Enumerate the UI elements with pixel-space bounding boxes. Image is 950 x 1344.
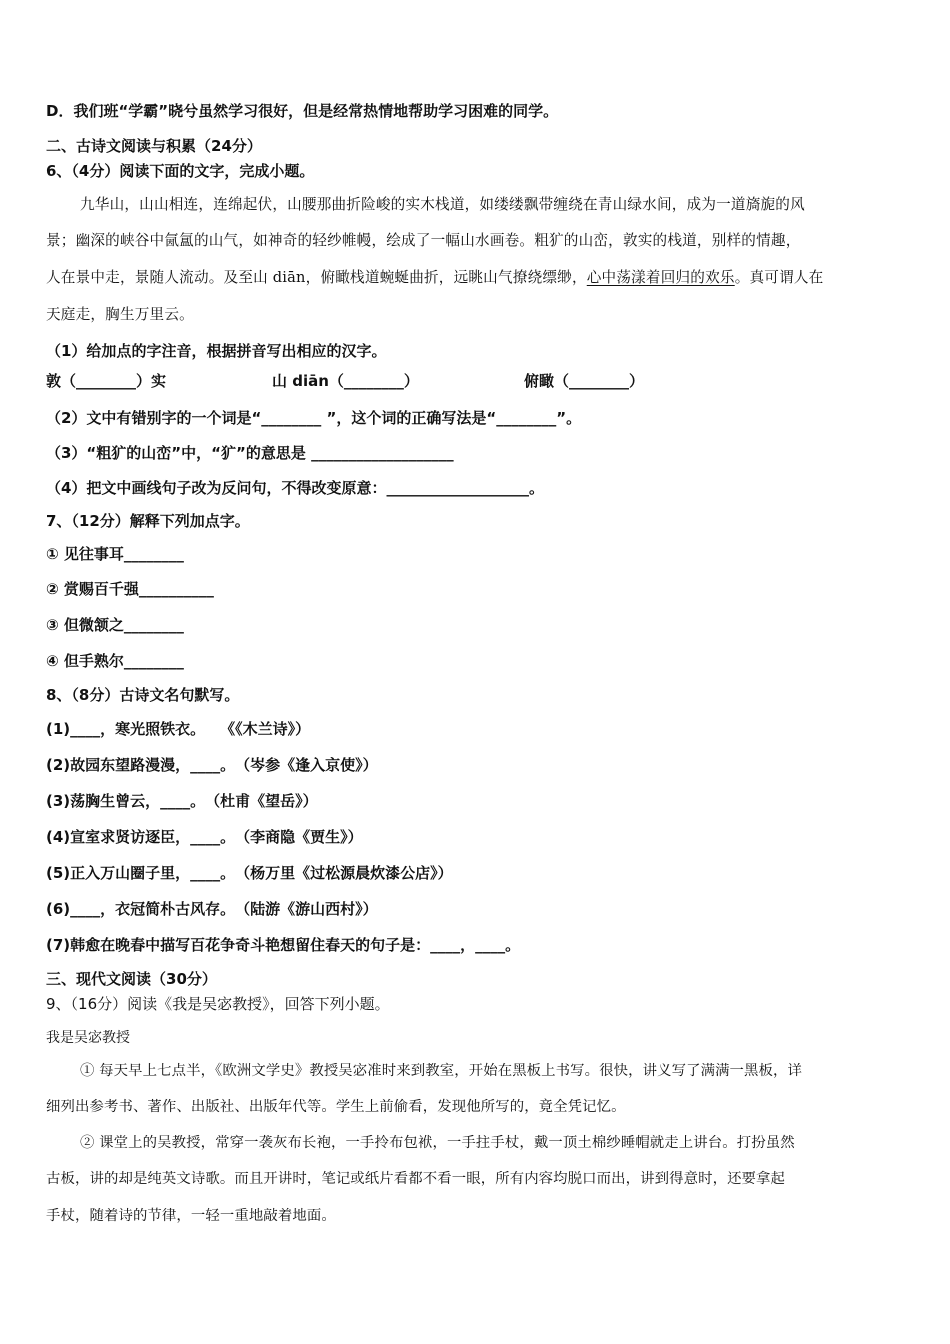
q6-sub-3: （3）“粗犷的山峦”中，“犷”的意思是 ___________________ — [46, 444, 454, 462]
question-8-stem: 8、（8分）古诗文名句默写。 — [46, 686, 240, 704]
q8-item-7: (7)韩愈在晚春中描写百花争奇斗艳想留住春天的句子是：____，____。 — [46, 936, 521, 954]
q7-item-3: ③ 但微颔之________ — [46, 616, 184, 634]
q6-passage-line-3 — [46, 267, 823, 289]
q8-item-4: (4)宣室求贤访逐臣，____。 （李商隐《贾生》） — [46, 828, 363, 846]
q7-item-2: ② 赏赐百千强__________ — [46, 580, 214, 598]
q7-item-4: ④ 但手熟尔________ — [46, 652, 184, 670]
q7-item-1: ① 见往事耳________ — [46, 545, 184, 563]
q6-passage-line-2: 景；幽深的峡谷中氤氲的山气，如神奇的轻纱帷幔，绘成了一幅山水画卷。粗犷的山峦，敦实的栈道，别样的情趣， — [46, 232, 801, 249]
question-9-stem: 9、（16分）阅读《我是吴宓教授》，回答下列小题。 — [46, 995, 390, 1013]
q6-sub-4: （4）把文中画线句子改为反问句，不得改变原意：___________________。 — [46, 479, 544, 497]
q8-item-3: (3)荡胸生曾云，____。 （杜甫《望岳》） — [46, 792, 318, 810]
option-d: D．我们班“学霸”晓兮虽然学习很好，但是经常热情地帮助学习困难的同学。 — [46, 102, 559, 120]
article-p2-line-3: 手杖，随着诗的节律，一轻一重地敲着地面。 — [46, 1208, 336, 1224]
q8-item-1: (1)____，寒光照铁衣。 《《木兰诗》） — [46, 720, 311, 738]
q6-sub-1-blank-a: 敦（________）实 — [46, 372, 167, 390]
article-p2-line-2: 古板，讲的却是纯英文诗歌。而且开讲时，笔记或纸片看都不看一眼，所有内容均脱口而出，讲到得意时，还要拿起 — [46, 1171, 786, 1187]
q8-item-5: (5)正入万山圈子里，____。 （杨万里《过松源晨炊漆公店》） — [46, 864, 453, 882]
q8-item-2: (2)故园东望路漫漫，____。 （岑参《逢入京使》） — [46, 756, 378, 774]
article-p1-line-1: ① 每天早上七点半，《欧洲文学史》教授吴宓准时来到教室，开始在黑板上书写。很快，讲义写了满满一黑板，详 — [80, 1063, 803, 1079]
q6-passage-line-4: 天庭走，胸生万里云。 — [46, 306, 194, 323]
q6-passage-line-1: 九华山，山山相连，连绵起伏，山腰那曲折险峻的实木栈道，如缕缕飘带缠绕在青山绿水间，成为一道旖旎的风 — [80, 196, 805, 213]
article-title: 我是吴宓教授 — [46, 1030, 130, 1046]
q8-item-6: (6)____，衣冠简朴古风存。 （陆游《游山西村》） — [46, 900, 378, 918]
question-6-stem: 6、（4分）阅读下面的文字，完成小题。 — [46, 162, 315, 180]
q6-line3-before: 人在景中走，景随人流动。及至山 diān，俯瞰栈道蜿蜒曲折，远眺山气撩绕缥缈， — [46, 269, 587, 286]
q6-underlined-sentence: 心中荡漾着回归的欢乐 — [586, 269, 735, 286]
section-2-heading: 二、古诗文阅读与积累（24分） — [46, 137, 262, 155]
section-3-heading: 三、现代文阅读（30分） — [46, 970, 217, 988]
article-p1-line-2: 细列出参考书、著作、出版社、出版年代等。学生上前偷看，发现他所写的，竟全凭记忆。 — [46, 1099, 626, 1115]
q6-line3-after: 。真可谓人在 — [734, 269, 824, 286]
q6-sub-1-blank-c: 俯瞰（________） — [524, 372, 645, 390]
q6-sub-2: （2）文中有错别字的一个词是“________ ”，这个词的正确写法是“________”。 — [46, 409, 582, 427]
question-7-stem: 7、（12分）解释下列加点字。 — [46, 512, 250, 530]
article-p2-line-1: ② 课堂上的吴教授，常穿一袭灰布长袍，一手拎布包袱，一手拄手杖，戴一顶土棉纱睡帽就走上讲台。打扮虽然 — [80, 1135, 795, 1151]
q6-sub-1-blank-b: 山 diān（________） — [272, 372, 419, 390]
q6-sub-1: （1）给加点的字注音，根据拼音写出相应的汉字。 — [46, 342, 387, 360]
